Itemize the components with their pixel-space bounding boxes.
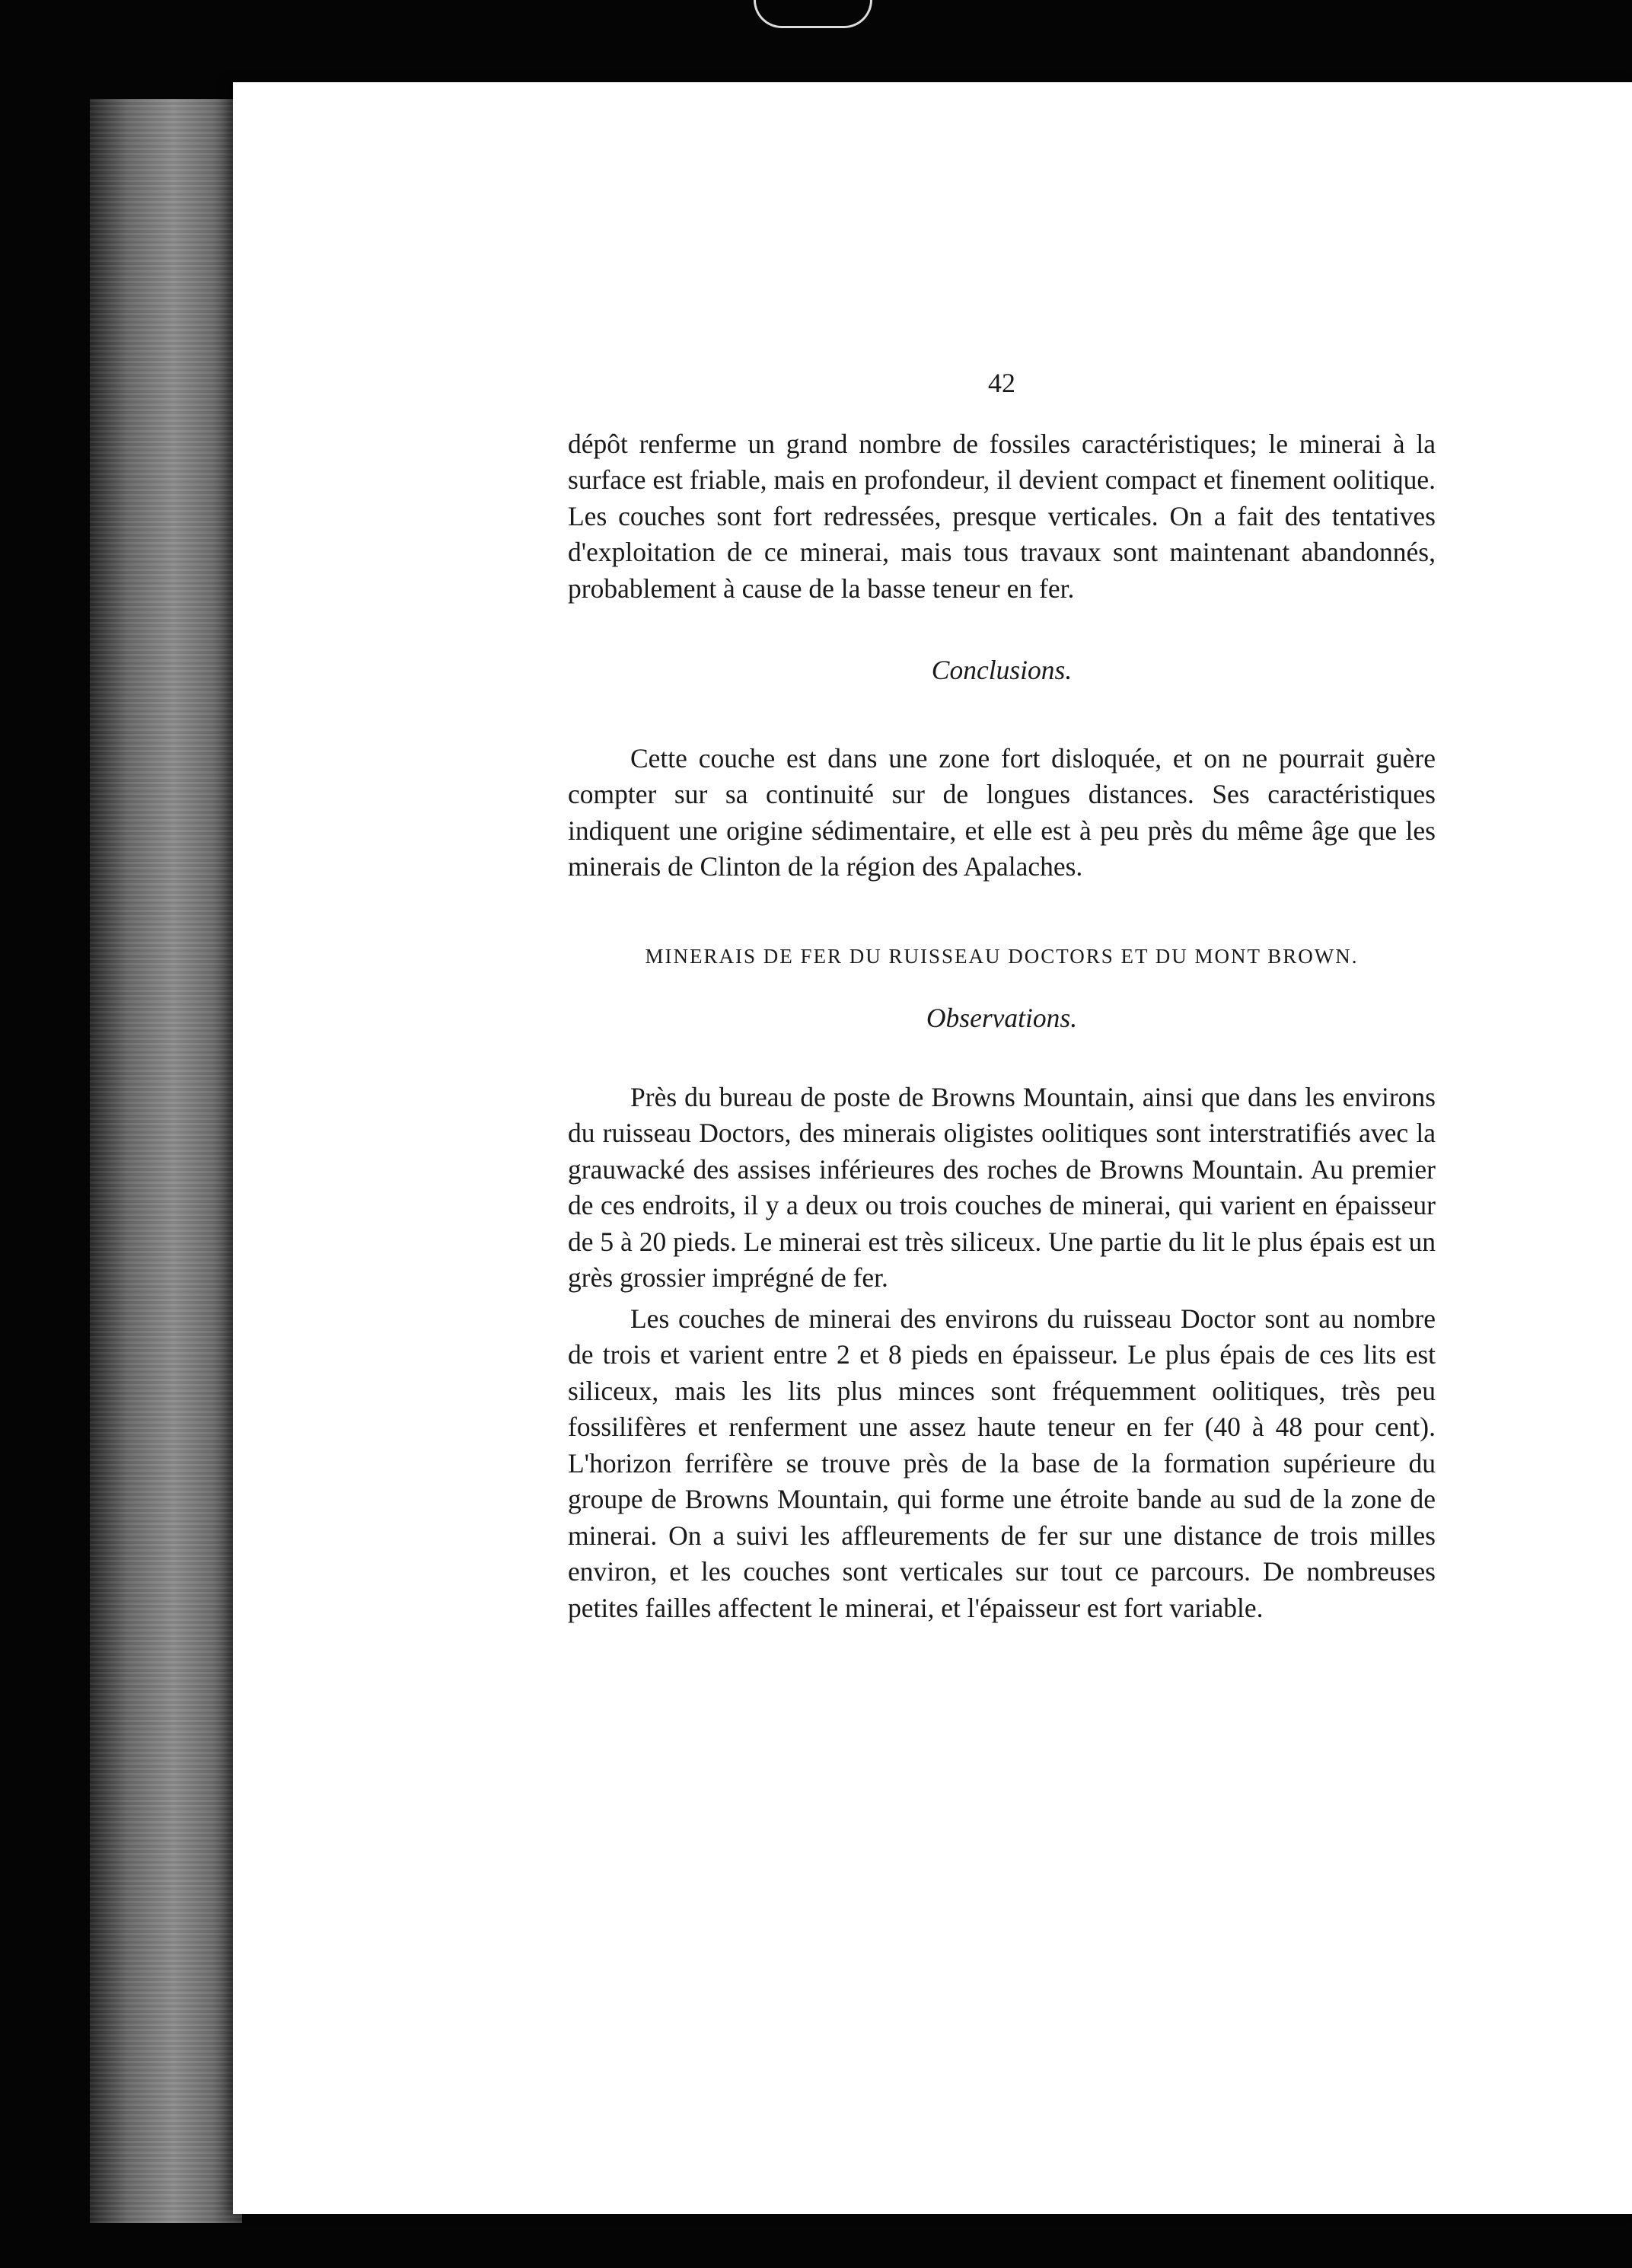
heading-conclusions: Conclusions. [931, 655, 1073, 685]
page-number: 42 [988, 368, 1015, 398]
page-text-column [568, 365, 1436, 1626]
paragraph-depot: dépôt renferme un grand nombre de fossiles caractéristiques; le minerai à la surface est friable, mais en profondeur, il devient compact et finement oolitique. Les couches sont fort redressées, presque verticales. On a fait des tentatives d'exploitation de ce minerai, mais tous travaux sont maintenant abandonnés, probablement à cause de la basse teneur en fer. [568, 428, 1436, 604]
paragraph-observations-1: Près du bureau de poste de Browns Mountain, ainsi que dans les environs du ruisseau Doctors, des minerais oligistes oolitiques sont interstratifiés avec la grauwacké des assises inférieures des roches de Browns Mountain. Au premier de ces endroits, il y a deux ou trois couches de minerai, qui varient en épaisseur de 5 à 20 pieds. Le minerai est très siliceux. Une partie du lit le plus épais est un grès grossier imprégné de fer. [568, 1081, 1436, 1293]
heading-observations: Observations. [926, 1003, 1078, 1033]
book-binding [90, 99, 242, 2223]
paragraph-observations-2: Les couches de minerai des environs du ruisseau Doctor sont au nombre de trois et varient entre 2 et 8 pieds en épaisseur. Le plus épais de ces lits est siliceux, mais les lits plus minces sont fréquemment oolitiques, très peu fossilifères et renferment une assez haute teneur en fer (40 à 48 pour cent). L'horizon ferrifère se trouve près de la base de la formation supérieure du groupe de Browns Mountain, qui forme une étroite bande au sud de la zone de minerai. On a suivi les affleurements de fer sur une distance de trois milles environ, et les couches sont verticales sur tout ce parcours. De nombreuses petites failles affectent le minerai, et l'épaisseur est fort variable. [568, 1303, 1436, 1623]
section-title: MINERAIS DE FER DU RUISSEAU DOCTORS ET DU MONT BROWN. [645, 944, 1359, 968]
paragraph-conclusions: Cette couche est dans une zone fort disloquée, et on ne pourrait guère compter sur sa continuité sur de longues distances. Ses caractéristiques indiquent une origine sédimentaire, et elle est à peu près du même âge que les minerais de Clinton de la région des Apalaches. [568, 742, 1436, 882]
top-edge-mark [754, 0, 872, 28]
